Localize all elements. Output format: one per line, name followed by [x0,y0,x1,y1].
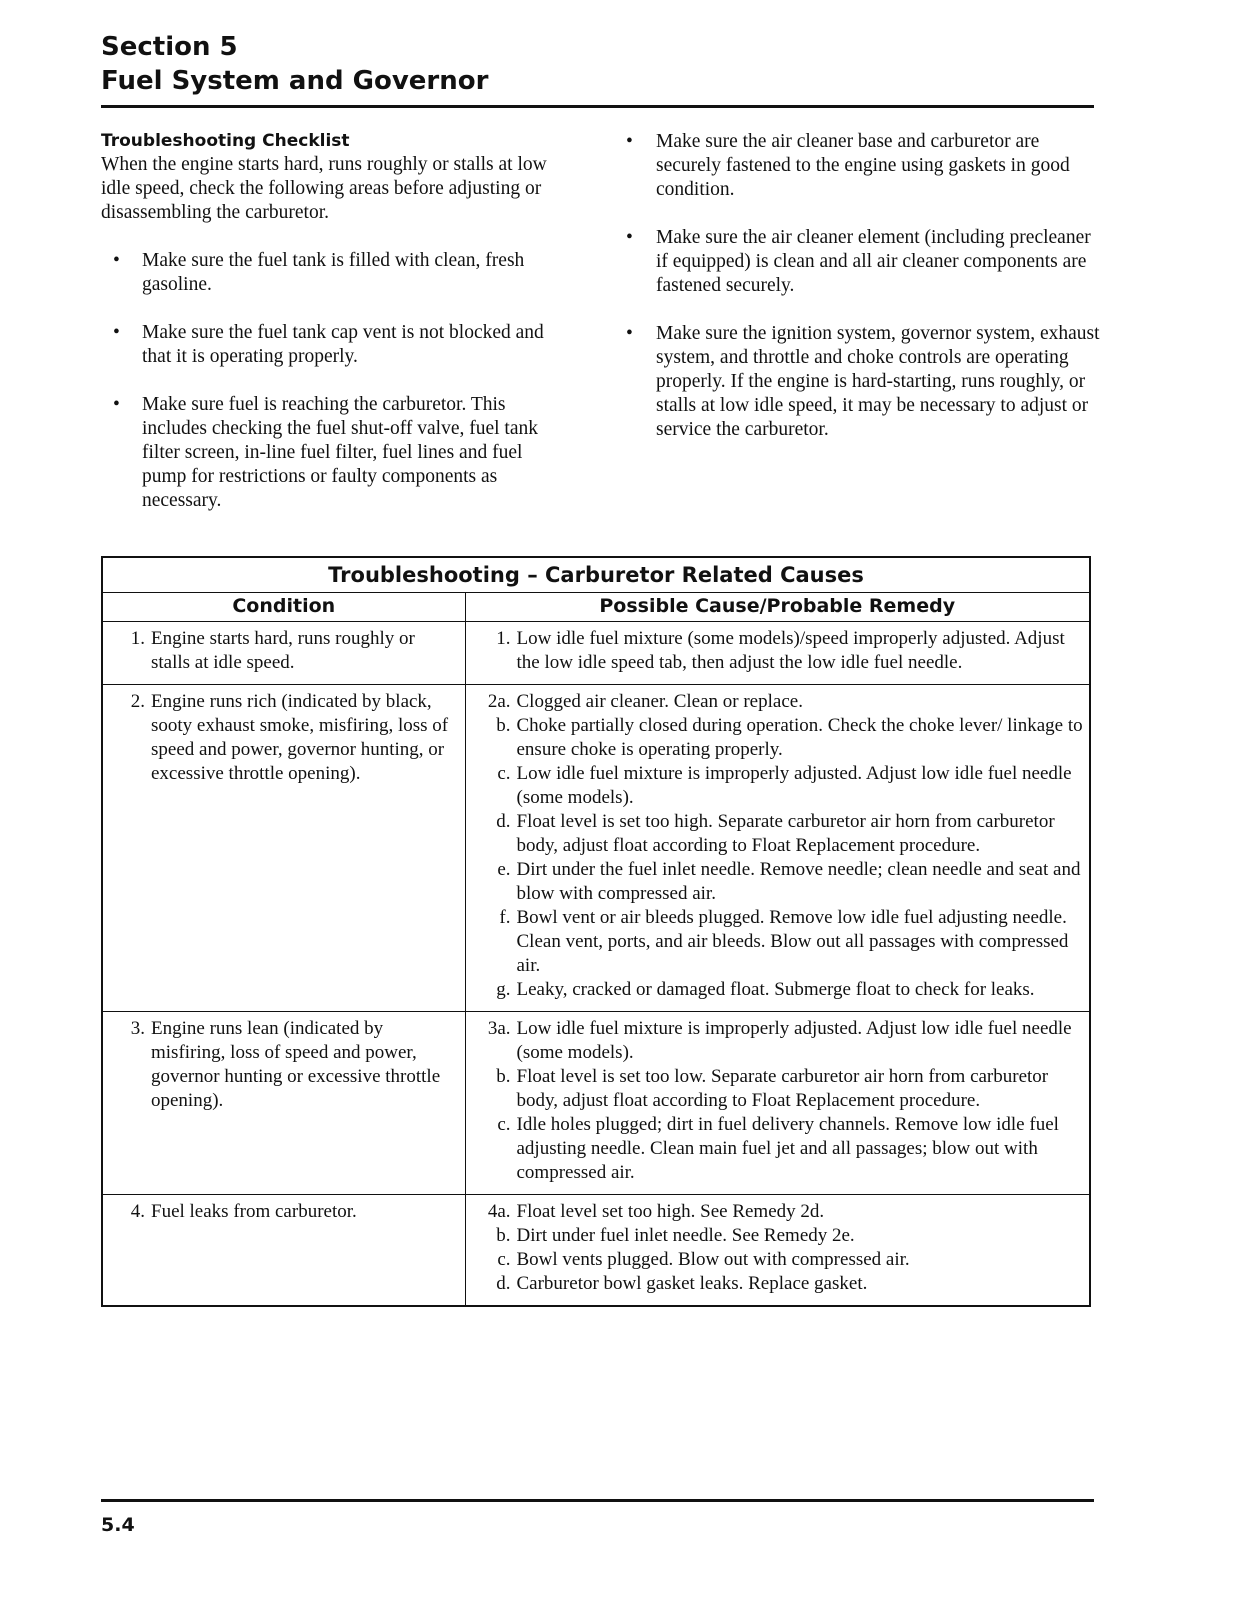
remedy-text: Float level is set too high. Separate carburetor air horn from carburetor body, adjust float according to Float Replacement procedure. [516,811,1055,856]
remedy-label: 1. [496,628,511,649]
checklist-item [620,322,1100,442]
remedy-label: b. [496,715,511,736]
checklist-item [101,321,571,369]
remedy-text: Low idle fuel mixture is improperly adjusted. Adjust low idle fuel needle (some models). [516,1018,1072,1063]
condition-item [109,627,459,675]
remedy-label: c. [497,1249,511,1270]
remedy-item [472,810,1084,858]
header-rule [101,105,1094,108]
table-body [102,622,1090,1307]
remedy-label: b. [496,1066,511,1087]
remedy-text: Bowl vent or air bleeds plugged. Remove low idle fuel adjusting needle. Clean vent, ports, and air bleeds. Blow out all passages with compressed air. [516,907,1069,976]
remedy-text: Bowl vents plugged. Blow out with compressed air. [516,1249,910,1270]
remedy-item [472,1224,1084,1248]
condition-item [109,1200,459,1224]
table-row [102,1012,1090,1195]
table-row [102,622,1090,685]
remedy-item [472,1200,1084,1224]
remedy-cell [465,1012,1090,1195]
checklist-item-text: Make sure the air cleaner element (including precleaner if equipped) is clean and all air cleaner components are fastened securely. [656,227,1091,296]
remedy-label: d. [496,1273,511,1294]
remedy-text: Leaky, cracked or damaged float. Submerge float to check for leaks. [516,979,1035,1000]
column-header-condition: Condition [102,593,465,622]
checklist-left-column [101,130,571,537]
checklist-right-column [620,130,1100,466]
remedy-text: Clogged air cleaner. Clean or replace. [516,691,803,712]
remedy-label: b. [496,1225,511,1246]
remedy-cell [465,622,1090,685]
table-row [102,1195,1090,1307]
condition-number: 4. [130,1201,145,1222]
checklist-item-text: Make sure fuel is reaching the carburetor. This includes checking the fuel shut-off valve, fuel tank filter screen, in-line fuel filter, fuel lines and fuel pump for restrictions or faulty components as necessary. [142,394,539,511]
remedy-cell [465,1195,1090,1307]
bullet-icon: • [113,394,120,415]
bullet-icon: • [626,227,633,248]
remedy-text: Carburetor bowl gasket leaks. Replace gasket. [516,1273,868,1294]
condition-item [109,690,459,786]
checklist-intro: When the engine starts hard, runs roughly or stalls at low idle speed, check the following areas before adjusting or disassembling the carburetor. [101,154,547,223]
condition-text: Engine runs rich (indicated by black, sooty exhaust smoke, misfiring, loss of speed and power, governor hunting, or excessive throttle opening). [151,691,449,784]
remedy-item [472,627,1084,675]
remedy-text: Dirt under the fuel inlet needle. Remove needle; clean needle and seat and blow with compressed air. [516,859,1081,904]
checklist-item-text: Make sure the ignition system, governor system, exhaust system, and throttle and choke controls are operating properly. If the engine is hard-starting, runs roughly, or stalls at low idle speed, it may be necessary to adjust or service the carburetor. [656,323,1100,440]
condition-text: Fuel leaks from carburetor. [151,1201,357,1222]
troubleshooting-table-wrapper [101,556,1089,1307]
remedy-item [472,1272,1084,1296]
remedy-label: d. [496,811,511,832]
remedy-item [472,714,1084,762]
condition-cell [102,622,465,685]
checklist-item-text: Make sure the air cleaner base and carburetor are securely fastened to the engine using gaskets in good condition. [656,131,1070,200]
condition-cell [102,1012,465,1195]
remedy-label: g. [496,979,511,1000]
condition-item [109,1017,459,1113]
condition-number: 2. [130,691,145,712]
remedy-label: 3a. [487,1018,511,1039]
remedy-label: 4a. [487,1201,511,1222]
column-header-remedy: Possible Cause/Probable Remedy [465,593,1090,622]
remedy-text: Float level set too high. See Remedy 2d. [516,1201,825,1222]
remedy-text: Low idle fuel mixture (some models)/speed improperly adjusted. Adjust the low idle speed tab, then adjust the low idle fuel needle. [516,628,1065,673]
condition-text: Engine runs lean (indicated by misfiring, loss of speed and power, governor hunting or excessive throttle opening). [151,1018,441,1111]
page-header [101,30,1094,98]
remedy-label: c. [497,1114,511,1135]
remedy-item [472,1065,1084,1113]
checklist-right-list [620,130,1100,442]
section-label: Section 5 [101,32,238,62]
condition-number: 1. [130,628,145,649]
remedy-item [472,858,1084,906]
checklist-item [620,130,1100,202]
checklist-item [101,393,571,513]
remedy-text: Dirt under fuel inlet needle. See Remedy 2e. [516,1225,855,1246]
remedy-text: Low idle fuel mixture is improperly adjusted. Adjust low idle fuel needle (some models). [516,763,1072,808]
remedy-item [472,906,1084,978]
table-row [102,685,1090,1012]
footer-rule [101,1499,1094,1502]
condition-text: Engine starts hard, runs roughly or stalls at idle speed. [151,628,415,673]
bullet-icon: • [113,322,120,343]
remedy-cell [465,685,1090,1012]
checklist-item-text: Make sure the fuel tank is filled with clean, fresh gasoline. [142,250,525,295]
remedy-label: f. [499,907,511,928]
remedy-item [472,1113,1084,1185]
condition-cell [102,685,465,1012]
remedy-text: Choke partially closed during operation. Check the choke lever/ linkage to ensure choke is operating properly. [516,715,1083,760]
remedy-item [472,762,1084,810]
checklist-heading: Troubleshooting Checklist [101,131,350,151]
table-title: Troubleshooting – Carburetor Related Causes [102,557,1090,593]
checklist-item-text: Make sure the fuel tank cap vent is not blocked and that it is operating properly. [142,322,544,367]
remedy-label: 2a. [487,691,511,712]
bullet-icon: • [626,323,633,344]
section-title: Fuel System and Governor [101,66,489,96]
remedy-item [472,1017,1084,1065]
remedy-text: Float level is set too low. Separate carburetor air horn from carburetor body, adjust float according to Float Replacement procedure. [516,1066,1049,1111]
remedy-label: c. [497,763,511,784]
checklist-item [620,226,1100,298]
checklist-left-list [101,249,571,513]
troubleshooting-table [101,556,1091,1307]
bullet-icon: • [113,250,120,271]
remedy-text: Idle holes plugged; dirt in fuel delivery channels. Remove low idle fuel adjusting needle. Clean main fuel jet and all passages; blow out with compressed air. [516,1114,1059,1183]
remedy-item [472,978,1084,1002]
condition-cell [102,1195,465,1307]
page-number: 5.4 [101,1514,135,1536]
remedy-item [472,690,1084,714]
bullet-icon: • [626,131,633,152]
remedy-item [472,1248,1084,1272]
checklist-item [101,249,571,297]
remedy-label: e. [497,859,511,880]
condition-number: 3. [130,1018,145,1039]
